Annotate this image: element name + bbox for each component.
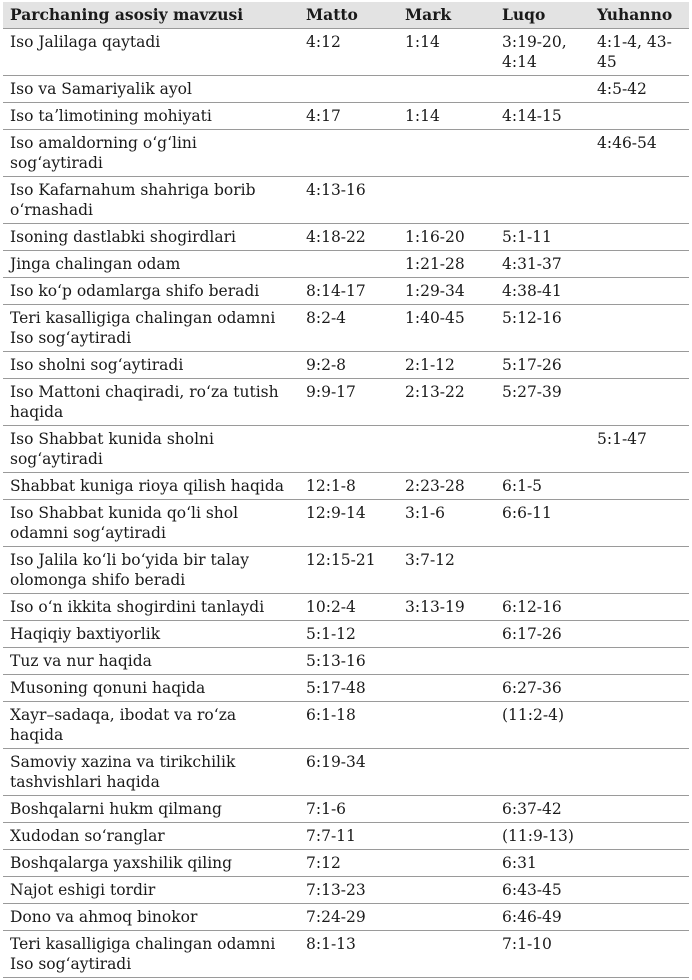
cell-luke: 6:1-5	[495, 472, 590, 499]
cell-luke: 6:31	[495, 849, 590, 876]
cell-matthew: 4:17	[299, 102, 398, 129]
cell-luke: 3:19-20, 4:14	[495, 28, 590, 75]
table-row	[3, 378, 689, 425]
cell-john	[590, 876, 689, 903]
cell-matthew: 9:9-17	[299, 378, 398, 425]
cell-luke	[495, 129, 590, 176]
table-row	[3, 75, 689, 102]
cell-matthew: 7:12	[299, 849, 398, 876]
cell-matthew: 7:13-23	[299, 876, 398, 903]
cell-john	[590, 748, 689, 795]
cell-matthew: 7:7-11	[299, 822, 398, 849]
cell-luke: 5:17-26	[495, 351, 590, 378]
header-row	[3, 2, 689, 28]
cell-matthew: 6:1-18	[299, 701, 398, 748]
cell-mark	[398, 176, 495, 223]
cell-luke: 5:1-11	[495, 223, 590, 250]
cell-topic: Boshqalarni hukm qilmang	[3, 795, 299, 822]
cell-john	[590, 378, 689, 425]
cell-matthew: 10:2-4	[299, 593, 398, 620]
cell-matthew: 12:15-21	[299, 546, 398, 593]
table-row	[3, 499, 689, 546]
cell-john	[590, 304, 689, 351]
table-row	[3, 876, 689, 903]
cell-topic: Iso koʻp odamlarga shifo beradi	[3, 277, 299, 304]
cell-matthew	[299, 425, 398, 472]
header-topic: Parchaning asosiy mavzusi	[3, 2, 299, 28]
cell-john	[590, 102, 689, 129]
cell-topic: Xayr–sadaqa, ibodat va roʻza haqida	[3, 701, 299, 748]
header-mark: Mark	[398, 2, 495, 28]
cell-mark	[398, 425, 495, 472]
cell-mark: 2:13-22	[398, 378, 495, 425]
cell-luke	[495, 546, 590, 593]
cell-topic: Xudodan soʻranglar	[3, 822, 299, 849]
cell-matthew: 7:1-6	[299, 795, 398, 822]
cell-matthew: 4:18-22	[299, 223, 398, 250]
cell-mark: 1:21-28	[398, 250, 495, 277]
cell-mark: 3:7-12	[398, 546, 495, 593]
cell-luke	[495, 647, 590, 674]
cell-matthew: 8:14-17	[299, 277, 398, 304]
cell-mark: 1:14	[398, 102, 495, 129]
table-row	[3, 351, 689, 378]
cell-john	[590, 647, 689, 674]
cell-matthew: 7:24-29	[299, 903, 398, 930]
cell-topic: Iso amaldorning oʻgʻlini sogʻaytiradi	[3, 129, 299, 176]
cell-matthew: 8:1-13	[299, 930, 398, 977]
cell-luke	[495, 75, 590, 102]
cell-luke: 6:37-42	[495, 795, 590, 822]
cell-mark	[398, 701, 495, 748]
cell-luke	[495, 748, 590, 795]
cell-mark	[398, 903, 495, 930]
cell-matthew: 12:1-8	[299, 472, 398, 499]
table-row	[3, 822, 689, 849]
table-row	[3, 620, 689, 647]
cell-john	[590, 351, 689, 378]
header-john: Yuhanno	[590, 2, 689, 28]
table-row	[3, 304, 689, 351]
cell-john	[590, 250, 689, 277]
cell-mark: 1:29-34	[398, 277, 495, 304]
cell-mark	[398, 75, 495, 102]
cell-mark	[398, 129, 495, 176]
table-row	[3, 250, 689, 277]
table-row	[3, 28, 689, 75]
cell-john	[590, 499, 689, 546]
table-row	[3, 223, 689, 250]
cell-luke: 4:14-15	[495, 102, 590, 129]
cell-luke: 6:46-49	[495, 903, 590, 930]
table-row	[3, 647, 689, 674]
cell-luke: 6:43-45	[495, 876, 590, 903]
cell-mark	[398, 674, 495, 701]
cell-topic: Jinga chalingan odam	[3, 250, 299, 277]
cell-topic: Boshqalarga yaxshilik qiling	[3, 849, 299, 876]
cell-mark	[398, 876, 495, 903]
cell-topic: Iso taʼlimotining mohiyati	[3, 102, 299, 129]
cell-matthew: 9:2-8	[299, 351, 398, 378]
cell-john: 5:1-47	[590, 425, 689, 472]
cell-john	[590, 674, 689, 701]
cell-luke: (11:2-4)	[495, 701, 590, 748]
cell-mark: 3:1-6	[398, 499, 495, 546]
cell-luke: 4:38-41	[495, 277, 590, 304]
table-row	[3, 701, 689, 748]
cell-matthew: 4:12	[299, 28, 398, 75]
cell-john	[590, 277, 689, 304]
cell-topic: Teri kasalligiga chalingan odamni Iso sogʻaytiradi	[3, 304, 299, 351]
cell-luke: 5:27-39	[495, 378, 590, 425]
cell-luke: 4:31-37	[495, 250, 590, 277]
cell-john	[590, 620, 689, 647]
cell-john	[590, 903, 689, 930]
table-row	[3, 903, 689, 930]
cell-matthew: 6:19-34	[299, 748, 398, 795]
cell-luke: 6:17-26	[495, 620, 590, 647]
cell-mark	[398, 849, 495, 876]
cell-mark: 3:13-19	[398, 593, 495, 620]
cell-topic: Isoning dastlabki shogirdlari	[3, 223, 299, 250]
cell-john: 4:1-4, 43-45	[590, 28, 689, 75]
cell-matthew: 4:13-16	[299, 176, 398, 223]
cell-topic: Iso Jalilaga qaytadi	[3, 28, 299, 75]
table-row	[3, 849, 689, 876]
cell-mark	[398, 795, 495, 822]
cell-mark: 2:1-12	[398, 351, 495, 378]
cell-topic: Musoning qonuni haqida	[3, 674, 299, 701]
table-row	[3, 102, 689, 129]
cell-mark	[398, 748, 495, 795]
cell-luke: 6:6-11	[495, 499, 590, 546]
cell-john	[590, 223, 689, 250]
cell-topic: Samoviy xazina va tirikchilik tashvishlari haqida	[3, 748, 299, 795]
cell-john	[590, 176, 689, 223]
cell-topic: Iso oʻn ikkita shogirdini tanlaydi	[3, 593, 299, 620]
cell-luke: 6:12-16	[495, 593, 590, 620]
cell-luke: 5:12-16	[495, 304, 590, 351]
cell-matthew	[299, 129, 398, 176]
cell-mark	[398, 822, 495, 849]
cell-luke: (11:9-13)	[495, 822, 590, 849]
cell-topic: Iso sholni sogʻaytiradi	[3, 351, 299, 378]
cell-topic: Tuz va nur haqida	[3, 647, 299, 674]
cell-matthew: 5:17-48	[299, 674, 398, 701]
table-row	[3, 472, 689, 499]
cell-topic: Iso Kafarnahum shahriga borib oʻrnashadi	[3, 176, 299, 223]
cell-john	[590, 472, 689, 499]
cell-topic: Najot eshigi tordir	[3, 876, 299, 903]
table-row	[3, 674, 689, 701]
cell-mark: 1:16-20	[398, 223, 495, 250]
cell-topic: Iso Shabbat kunida sholni sogʻaytiradi	[3, 425, 299, 472]
table-header	[3, 2, 689, 28]
table-row	[3, 425, 689, 472]
cell-john	[590, 795, 689, 822]
table-row	[3, 546, 689, 593]
table-row	[3, 129, 689, 176]
table-row	[3, 748, 689, 795]
cell-john: 4:5-42	[590, 75, 689, 102]
table-row	[3, 277, 689, 304]
cell-john	[590, 701, 689, 748]
table-row	[3, 795, 689, 822]
cell-matthew	[299, 250, 398, 277]
cell-john: 4:46-54	[590, 129, 689, 176]
cell-john	[590, 546, 689, 593]
cell-john	[590, 822, 689, 849]
cell-topic: Iso va Samariyalik ayol	[3, 75, 299, 102]
cell-topic: Iso Jalila koʻli boʻyida bir talay olomonga shifo beradi	[3, 546, 299, 593]
header-luke: Luqo	[495, 2, 590, 28]
cell-mark: 1:14	[398, 28, 495, 75]
cell-matthew	[299, 75, 398, 102]
cell-mark: 1:40-45	[398, 304, 495, 351]
cell-matthew: 5:13-16	[299, 647, 398, 674]
table-row	[3, 176, 689, 223]
cell-john	[590, 849, 689, 876]
cell-mark	[398, 647, 495, 674]
table-body	[3, 28, 689, 977]
cell-luke: 6:27-36	[495, 674, 590, 701]
cell-luke	[495, 425, 590, 472]
cell-topic: Iso Shabbat kunida qoʻli shol odamni sogʻaytiradi	[3, 499, 299, 546]
gospel-parallels-table	[3, 2, 689, 978]
cell-matthew: 5:1-12	[299, 620, 398, 647]
cell-matthew: 8:2-4	[299, 304, 398, 351]
cell-topic: Teri kasalligiga chalingan odamni Iso sogʻaytiradi	[3, 930, 299, 977]
cell-mark: 2:23-28	[398, 472, 495, 499]
cell-topic: Haqiqiy baxtiyorlik	[3, 620, 299, 647]
cell-matthew: 12:9-14	[299, 499, 398, 546]
header-matthew: Matto	[299, 2, 398, 28]
cell-john	[590, 593, 689, 620]
cell-luke: 7:1-10	[495, 930, 590, 977]
cell-topic: Iso Mattoni chaqiradi, roʻza tutish haqida	[3, 378, 299, 425]
cell-topic: Dono va ahmoq binokor	[3, 903, 299, 930]
table-row	[3, 593, 689, 620]
cell-luke	[495, 176, 590, 223]
cell-topic: Shabbat kuniga rioya qilish haqida	[3, 472, 299, 499]
cell-mark	[398, 620, 495, 647]
